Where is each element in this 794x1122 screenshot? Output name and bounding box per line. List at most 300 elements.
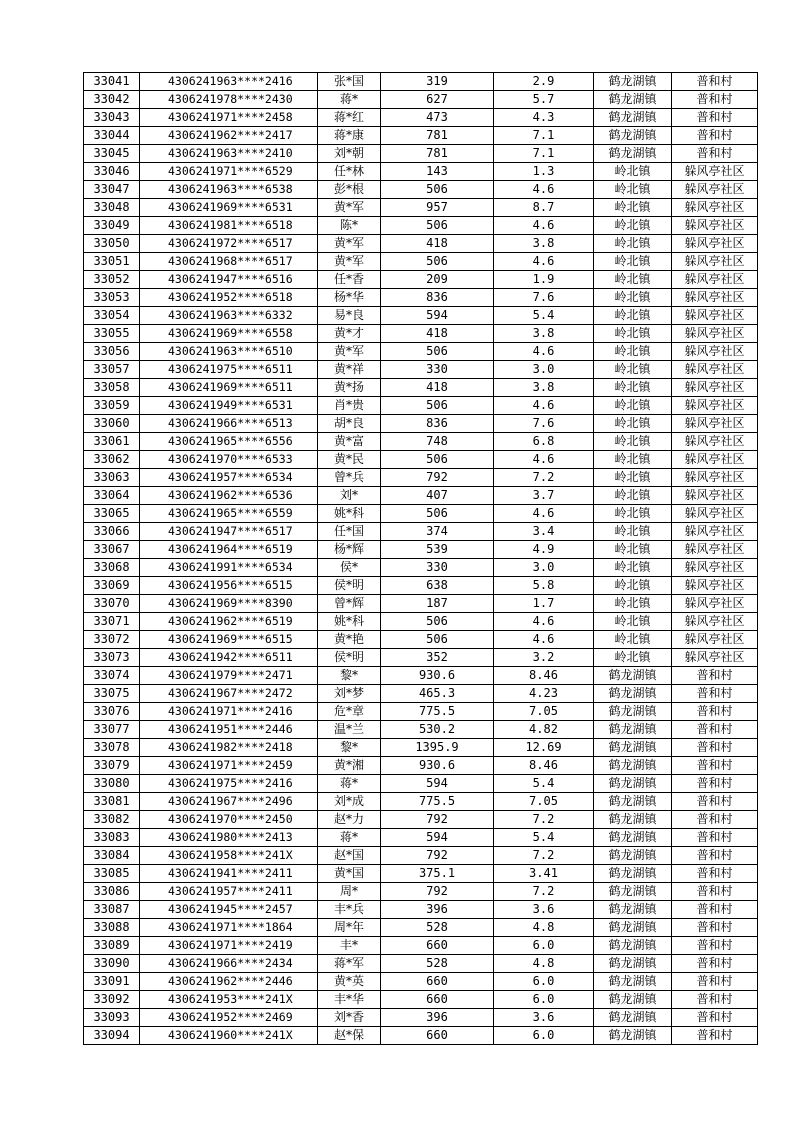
table-row [84,829,758,847]
town-cell: 岭北镇 [594,433,672,451]
town-cell: 岭北镇 [594,577,672,595]
table-body [84,73,758,1045]
row-number-cell: 33053 [84,289,140,307]
name-cell: 蒋*康 [318,127,381,145]
name-cell: 蒋*军 [318,955,381,973]
id-number-cell: 4306241969****6531 [140,199,318,217]
id-number-cell: 4306241971****2459 [140,757,318,775]
id-number-cell: 4306241970****6533 [140,451,318,469]
id-number-cell: 4306241971****2416 [140,703,318,721]
row-number-cell: 33068 [84,559,140,577]
town-cell: 鹤龙湖镇 [594,883,672,901]
name-cell: 周* [318,883,381,901]
amount-cell: 594 [381,829,494,847]
id-number-cell: 4306241941****2411 [140,865,318,883]
amount-cell: 792 [381,883,494,901]
town-cell: 岭北镇 [594,487,672,505]
town-cell: 鹤龙湖镇 [594,955,672,973]
amount-cell: 407 [381,487,494,505]
area-cell: 4.3 [494,109,594,127]
table-row [84,595,758,613]
name-cell: 黄*英 [318,973,381,991]
amount-cell: 506 [381,451,494,469]
row-number-cell: 33076 [84,703,140,721]
id-number-cell: 4306241945****2457 [140,901,318,919]
table-row [84,1009,758,1027]
amount-cell: 775.5 [381,793,494,811]
amount-cell: 209 [381,271,494,289]
table-row [84,109,758,127]
village-cell: 普和村 [672,685,758,703]
id-number-cell: 4306241962****6536 [140,487,318,505]
village-cell: 普和村 [672,721,758,739]
id-number-cell: 4306241956****6515 [140,577,318,595]
name-cell: 黄*湘 [318,757,381,775]
table-row [84,811,758,829]
id-number-cell: 4306241947****6517 [140,523,318,541]
table-row [84,865,758,883]
town-cell: 岭北镇 [594,379,672,397]
table-row [84,919,758,937]
amount-cell: 594 [381,307,494,325]
table-row [84,1027,758,1045]
area-cell: 4.8 [494,919,594,937]
row-number-cell: 33080 [84,775,140,793]
name-cell: 刘*香 [318,1009,381,1027]
name-cell: 赵*国 [318,847,381,865]
area-cell: 3.6 [494,1009,594,1027]
table-row [84,271,758,289]
name-cell: 黎* [318,667,381,685]
id-number-cell: 4306241963****6510 [140,343,318,361]
area-cell: 6.0 [494,937,594,955]
table-row [84,901,758,919]
area-cell: 3.6 [494,901,594,919]
amount-cell: 781 [381,145,494,163]
name-cell: 丰*兵 [318,901,381,919]
name-cell: 侯*明 [318,577,381,595]
town-cell: 鹤龙湖镇 [594,703,672,721]
town-cell: 岭北镇 [594,649,672,667]
table-row [84,703,758,721]
table-row [84,343,758,361]
row-number-cell: 33062 [84,451,140,469]
id-number-cell: 4306241969****6511 [140,379,318,397]
area-cell: 4.6 [494,631,594,649]
area-cell: 7.6 [494,415,594,433]
id-number-cell: 4306241968****6517 [140,253,318,271]
name-cell: 曾*辉 [318,595,381,613]
id-number-cell: 4306241963****2410 [140,145,318,163]
table-row [84,955,758,973]
table-row [84,487,758,505]
town-cell: 鹤龙湖镇 [594,991,672,1009]
town-cell: 鹤龙湖镇 [594,775,672,793]
row-number-cell: 33049 [84,217,140,235]
table-row [84,541,758,559]
table-row [84,775,758,793]
town-cell: 鹤龙湖镇 [594,739,672,757]
name-cell: 张*国 [318,73,381,91]
id-number-cell: 4306241947****6516 [140,271,318,289]
amount-cell: 143 [381,163,494,181]
id-number-cell: 4306241969****8390 [140,595,318,613]
village-cell: 普和村 [672,757,758,775]
amount-cell: 375.1 [381,865,494,883]
amount-cell: 660 [381,973,494,991]
row-number-cell: 33058 [84,379,140,397]
village-cell: 普和村 [672,109,758,127]
area-cell: 3.8 [494,325,594,343]
row-number-cell: 33093 [84,1009,140,1027]
town-cell: 鹤龙湖镇 [594,937,672,955]
row-number-cell: 33078 [84,739,140,757]
name-cell: 任*国 [318,523,381,541]
name-cell: 黄*扬 [318,379,381,397]
village-cell: 躲风亭社区 [672,523,758,541]
amount-cell: 418 [381,379,494,397]
id-number-cell: 4306241958****241X [140,847,318,865]
town-cell: 鹤龙湖镇 [594,667,672,685]
village-cell: 躲风亭社区 [672,613,758,631]
village-cell: 躲风亭社区 [672,343,758,361]
village-cell: 躲风亭社区 [672,289,758,307]
row-number-cell: 33063 [84,469,140,487]
table-row [84,991,758,1009]
area-cell: 6.8 [494,433,594,451]
village-cell: 躲风亭社区 [672,649,758,667]
name-cell: 任*林 [318,163,381,181]
name-cell: 周*年 [318,919,381,937]
id-number-cell: 4306241957****6534 [140,469,318,487]
name-cell: 刘*朝 [318,145,381,163]
village-cell: 普和村 [672,145,758,163]
area-cell: 7.2 [494,847,594,865]
village-cell: 普和村 [672,973,758,991]
amount-cell: 660 [381,937,494,955]
amount-cell: 792 [381,811,494,829]
name-cell: 刘*成 [318,793,381,811]
name-cell: 杨*辉 [318,541,381,559]
id-number-cell: 4306241963****2416 [140,73,318,91]
table-row [84,289,758,307]
amount-cell: 506 [381,343,494,361]
row-number-cell: 33056 [84,343,140,361]
name-cell: 赵*保 [318,1027,381,1045]
town-cell: 岭北镇 [594,343,672,361]
row-number-cell: 33084 [84,847,140,865]
village-cell: 躲风亭社区 [672,397,758,415]
row-number-cell: 33042 [84,91,140,109]
row-number-cell: 33086 [84,883,140,901]
village-cell: 躲风亭社区 [672,181,758,199]
village-cell: 躲风亭社区 [672,451,758,469]
village-cell: 普和村 [672,991,758,1009]
id-number-cell: 4306241982****2418 [140,739,318,757]
table-row [84,973,758,991]
id-number-cell: 4306241962****6519 [140,613,318,631]
name-cell: 黄*军 [318,343,381,361]
village-cell: 普和村 [672,1009,758,1027]
name-cell: 姚*科 [318,505,381,523]
row-number-cell: 33072 [84,631,140,649]
amount-cell: 930.6 [381,667,494,685]
id-number-cell: 4306241965****6559 [140,505,318,523]
name-cell: 丰*华 [318,991,381,1009]
town-cell: 岭北镇 [594,199,672,217]
town-cell: 岭北镇 [594,469,672,487]
name-cell: 刘*梦 [318,685,381,703]
area-cell: 4.6 [494,253,594,271]
table-row [84,847,758,865]
name-cell: 侯*明 [318,649,381,667]
table-row [84,883,758,901]
town-cell: 岭北镇 [594,289,672,307]
row-number-cell: 33059 [84,397,140,415]
name-cell: 丰* [318,937,381,955]
area-cell: 5.4 [494,307,594,325]
table-row [84,523,758,541]
name-cell: 温*兰 [318,721,381,739]
table-row [84,253,758,271]
row-number-cell: 33088 [84,919,140,937]
id-number-cell: 4306241951****2446 [140,721,318,739]
town-cell: 岭北镇 [594,181,672,199]
area-cell: 6.0 [494,1027,594,1045]
table-row [84,613,758,631]
row-number-cell: 33073 [84,649,140,667]
amount-cell: 506 [381,397,494,415]
id-number-cell: 4306241964****6519 [140,541,318,559]
row-number-cell: 33047 [84,181,140,199]
row-number-cell: 33048 [84,199,140,217]
table-row [84,217,758,235]
row-number-cell: 33051 [84,253,140,271]
row-number-cell: 33077 [84,721,140,739]
village-cell: 普和村 [672,883,758,901]
row-number-cell: 33087 [84,901,140,919]
id-number-cell: 4306241980****2413 [140,829,318,847]
town-cell: 鹤龙湖镇 [594,109,672,127]
name-cell: 黎* [318,739,381,757]
village-cell: 普和村 [672,955,758,973]
id-number-cell: 4306241962****2417 [140,127,318,145]
id-number-cell: 4306241971****2419 [140,937,318,955]
town-cell: 鹤龙湖镇 [594,793,672,811]
row-number-cell: 33064 [84,487,140,505]
town-cell: 鹤龙湖镇 [594,145,672,163]
amount-cell: 660 [381,1027,494,1045]
town-cell: 岭北镇 [594,631,672,649]
id-number-cell: 4306241957****2411 [140,883,318,901]
area-cell: 5.7 [494,91,594,109]
town-cell: 岭北镇 [594,271,672,289]
village-cell: 普和村 [672,127,758,145]
amount-cell: 374 [381,523,494,541]
name-cell: 刘* [318,487,381,505]
row-number-cell: 33055 [84,325,140,343]
area-cell: 2.9 [494,73,594,91]
amount-cell: 506 [381,217,494,235]
name-cell: 黄*艳 [318,631,381,649]
village-cell: 躲风亭社区 [672,505,758,523]
amount-cell: 506 [381,631,494,649]
id-number-cell: 4306241971****2458 [140,109,318,127]
village-cell: 躲风亭社区 [672,325,758,343]
village-cell: 普和村 [672,775,758,793]
name-cell: 黄*国 [318,865,381,883]
town-cell: 岭北镇 [594,325,672,343]
row-number-cell: 33091 [84,973,140,991]
table-row [84,145,758,163]
area-cell: 4.6 [494,343,594,361]
town-cell: 岭北镇 [594,541,672,559]
row-number-cell: 33070 [84,595,140,613]
name-cell: 黄*军 [318,199,381,217]
area-cell: 1.9 [494,271,594,289]
area-cell: 6.0 [494,973,594,991]
village-cell: 躲风亭社区 [672,253,758,271]
name-cell: 任*香 [318,271,381,289]
table-row [84,649,758,667]
town-cell: 岭北镇 [594,235,672,253]
area-cell: 12.69 [494,739,594,757]
row-number-cell: 33043 [84,109,140,127]
table-row [84,415,758,433]
id-number-cell: 4306241991****6534 [140,559,318,577]
village-cell: 普和村 [672,739,758,757]
table-row [84,73,758,91]
town-cell: 鹤龙湖镇 [594,919,672,937]
row-number-cell: 33079 [84,757,140,775]
amount-cell: 594 [381,775,494,793]
amount-cell: 187 [381,595,494,613]
name-cell: 姚*科 [318,613,381,631]
town-cell: 岭北镇 [594,523,672,541]
amount-cell: 792 [381,469,494,487]
town-cell: 鹤龙湖镇 [594,1009,672,1027]
table-row [84,631,758,649]
row-number-cell: 33065 [84,505,140,523]
table-row [84,505,758,523]
name-cell: 赵*力 [318,811,381,829]
village-cell: 躲风亭社区 [672,487,758,505]
id-number-cell: 4306241975****6511 [140,361,318,379]
table-row [84,127,758,145]
town-cell: 鹤龙湖镇 [594,73,672,91]
amount-cell: 836 [381,289,494,307]
area-cell: 3.8 [494,235,594,253]
town-cell: 岭北镇 [594,595,672,613]
area-cell: 1.3 [494,163,594,181]
row-number-cell: 33045 [84,145,140,163]
village-cell: 普和村 [672,91,758,109]
name-cell: 蒋* [318,775,381,793]
town-cell: 鹤龙湖镇 [594,901,672,919]
name-cell: 蒋*红 [318,109,381,127]
name-cell: 侯* [318,559,381,577]
village-cell: 躲风亭社区 [672,631,758,649]
data-table [83,72,758,1045]
table-row [84,757,758,775]
table-row [84,235,758,253]
village-cell: 躲风亭社区 [672,559,758,577]
area-cell: 8.46 [494,757,594,775]
town-cell: 岭北镇 [594,505,672,523]
area-cell: 4.6 [494,505,594,523]
name-cell: 胡*良 [318,415,381,433]
name-cell: 黄*祥 [318,361,381,379]
area-cell: 5.4 [494,829,594,847]
row-number-cell: 33075 [84,685,140,703]
id-number-cell: 4306241978****2430 [140,91,318,109]
row-number-cell: 33046 [84,163,140,181]
area-cell: 8.7 [494,199,594,217]
name-cell: 黄*才 [318,325,381,343]
name-cell: 陈* [318,217,381,235]
name-cell: 彭*根 [318,181,381,199]
town-cell: 鹤龙湖镇 [594,127,672,145]
id-number-cell: 4306241975****2416 [140,775,318,793]
area-cell: 7.05 [494,793,594,811]
town-cell: 鹤龙湖镇 [594,91,672,109]
row-number-cell: 33071 [84,613,140,631]
village-cell: 普和村 [672,919,758,937]
amount-cell: 792 [381,847,494,865]
town-cell: 岭北镇 [594,253,672,271]
village-cell: 躲风亭社区 [672,415,758,433]
area-cell: 4.6 [494,181,594,199]
town-cell: 鹤龙湖镇 [594,829,672,847]
id-number-cell: 4306241972****6517 [140,235,318,253]
area-cell: 5.4 [494,775,594,793]
town-cell: 岭北镇 [594,559,672,577]
village-cell: 躲风亭社区 [672,469,758,487]
table-row [84,451,758,469]
id-number-cell: 4306241967****2496 [140,793,318,811]
table-row [84,91,758,109]
amount-cell: 930.6 [381,757,494,775]
amount-cell: 506 [381,253,494,271]
area-cell: 3.41 [494,865,594,883]
area-cell: 3.0 [494,559,594,577]
village-cell: 普和村 [672,937,758,955]
area-cell: 4.23 [494,685,594,703]
area-cell: 4.8 [494,955,594,973]
id-number-cell: 4306241949****6531 [140,397,318,415]
row-number-cell: 33074 [84,667,140,685]
amount-cell: 396 [381,901,494,919]
area-cell: 3.2 [494,649,594,667]
village-cell: 躲风亭社区 [672,577,758,595]
table-row [84,361,758,379]
id-number-cell: 4306241970****2450 [140,811,318,829]
row-number-cell: 33090 [84,955,140,973]
village-cell: 躲风亭社区 [672,163,758,181]
town-cell: 岭北镇 [594,307,672,325]
town-cell: 鹤龙湖镇 [594,721,672,739]
id-number-cell: 4306241981****6518 [140,217,318,235]
row-number-cell: 33067 [84,541,140,559]
table-row [84,667,758,685]
id-number-cell: 4306241962****2446 [140,973,318,991]
village-cell: 躲风亭社区 [672,307,758,325]
row-number-cell: 33050 [84,235,140,253]
village-cell: 普和村 [672,811,758,829]
id-number-cell: 4306241969****6558 [140,325,318,343]
village-cell: 躲风亭社区 [672,361,758,379]
table-row [84,181,758,199]
